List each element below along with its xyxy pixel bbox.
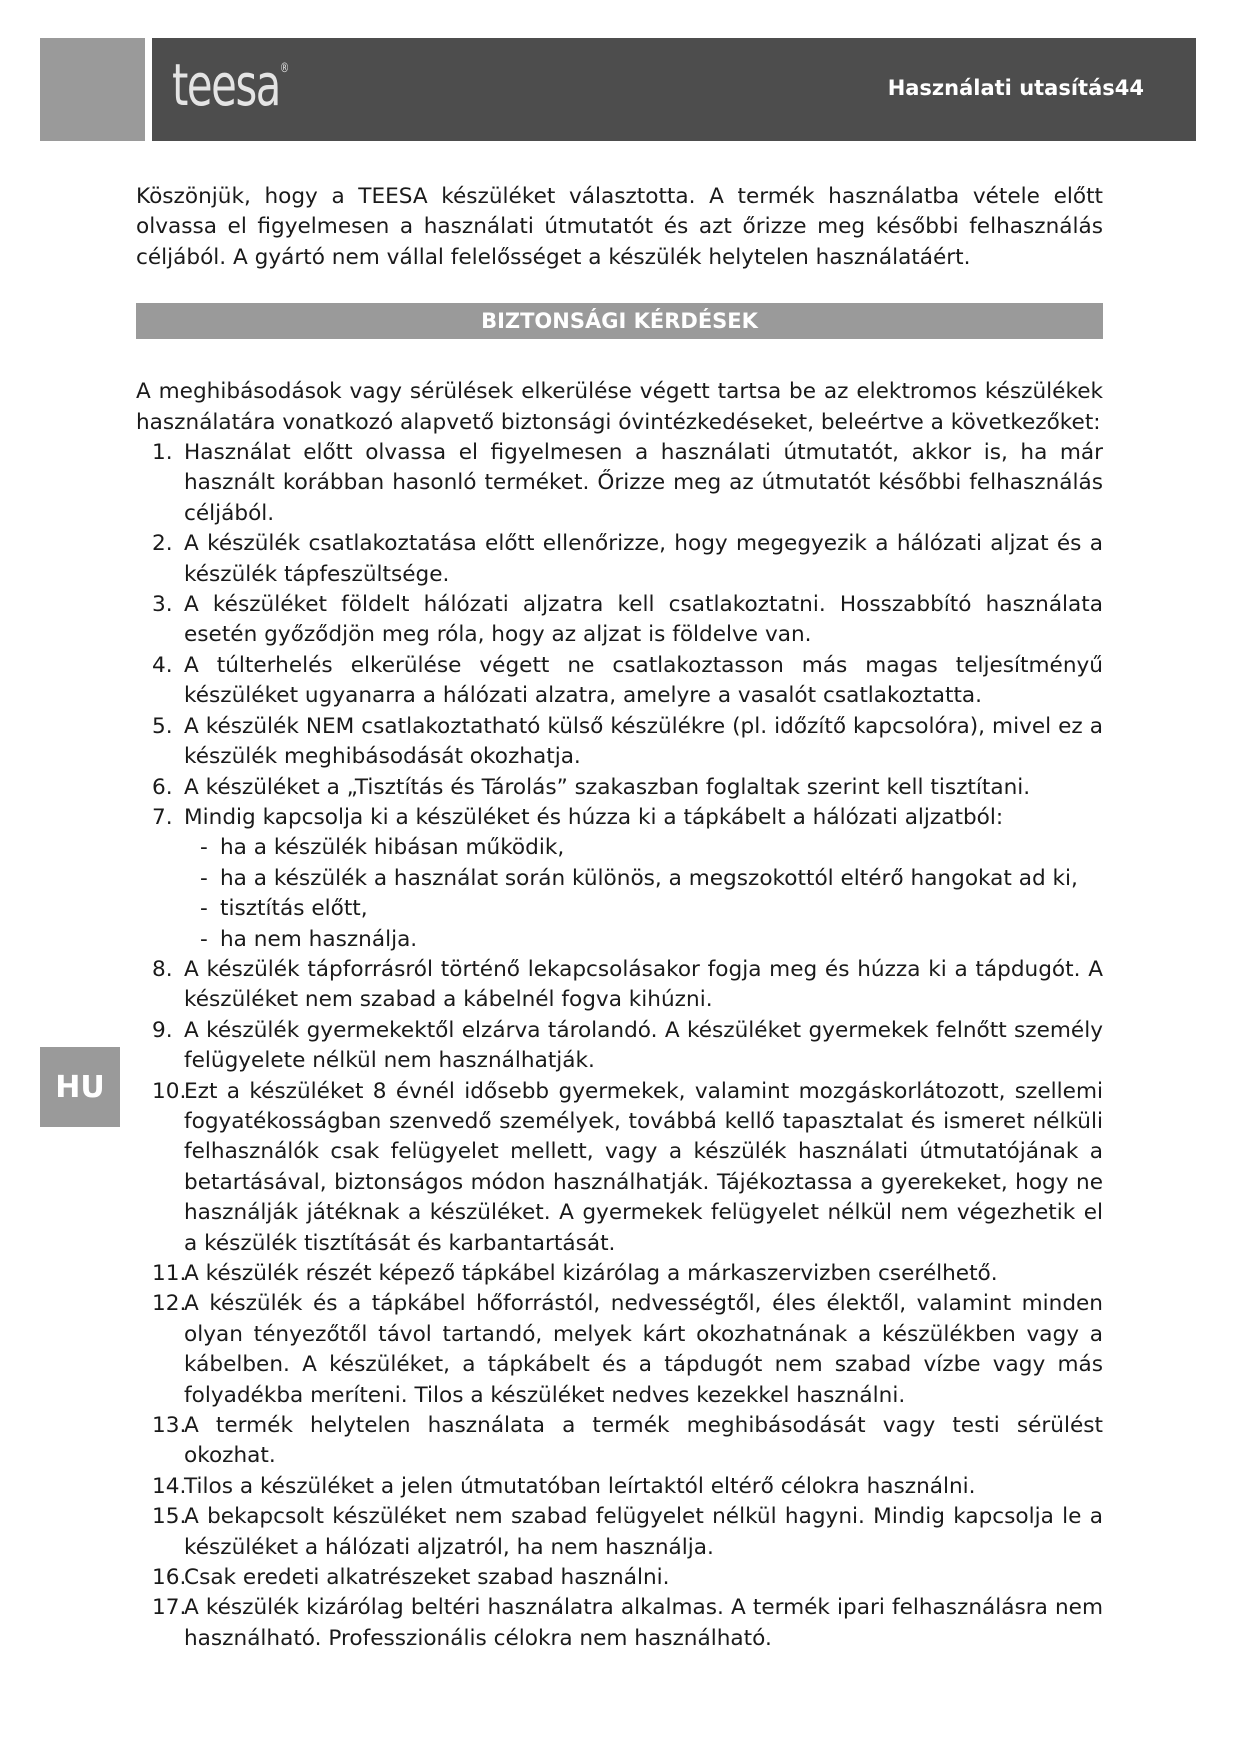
list-item-text: Csak eredeti alkatrészeket szabad használni.	[184, 1565, 670, 1591]
language-tab: HU	[40, 1047, 120, 1127]
list-item-text: A túlterhelés elkerülése végett ne csatlakoztasson más magas teljesítményű készüléket ugyanarra a hálózati alzatra, amelyre a vasalót csatlakoztatta.	[184, 652, 1103, 709]
list-item-text: A készülék kizárólag beltéri használatra alkalmas. A termék ipari felhasználásra nem használható. Professzionális célokra nem használható.	[184, 1595, 1103, 1651]
document-title	[888, 76, 1144, 100]
safety-list	[136, 438, 1103, 1654]
list-item-number: 14.	[152, 1473, 187, 1499]
sub-list	[184, 833, 1103, 955]
section-title: BIZTONSÁGI KÉRDÉSEK	[481, 309, 758, 334]
list-item-number: 3.	[152, 592, 173, 618]
safety-lead-paragraph: A meghibásodások vagy sérülések elkerülése végett tartsa be az elektromos készülékek használatára vonatkozó alapvető biztonsági óvintézkedéseket, beleértve a következőket:	[136, 379, 1103, 435]
list-item	[136, 1593, 1103, 1654]
list-item-number: 15.	[152, 1504, 187, 1530]
list-item-number: 7.	[152, 804, 173, 830]
list-item-number: 13.	[152, 1413, 187, 1439]
list-item-text: A készülék csatlakoztatása előtt ellenőrizze, hogy megegyezik a hálózati aljzat és a készülék tápfeszültsége.	[184, 531, 1103, 587]
list-item	[136, 438, 1103, 529]
list-item	[136, 1472, 1103, 1502]
list-item-text: A termék helytelen használata a termék meghibásodását vagy testi sérülést okozhat.	[184, 1413, 1103, 1469]
intro-paragraph: Köszönjük, hogy a TEESA készüléket választotta. A termék használatba vétele előtt olvassa el figyelmesen a használati útmutatót és azt őrizze meg későbbi felhasználás céljából. A gyártó nem vállal felelősséget a készülék helytelen használatáért.	[136, 184, 1103, 270]
list-item-number: 16.	[152, 1565, 187, 1591]
list-item	[136, 955, 1103, 1016]
list-item	[136, 773, 1103, 803]
list-item-text: A készülék NEM csatlakoztatható külső készülékre (pl. időzítő kapcsolóra), mivel ez a készülék meghibásodását okozhatja.	[184, 713, 1103, 770]
page-number: 44	[1114, 76, 1144, 100]
list-item-text: Használat előtt olvassa el figyelmesen a használati útmutatót, akkor is, ha már használt korábban hasonló terméket. Őrizze meg az útmutatót későbbi felhasználás céljából.	[184, 440, 1103, 526]
list-item-text: Tilos a készüléket a jelen útmutatóban leírtaktól eltérő célokra használni.	[184, 1473, 976, 1499]
list-item-number: 5.	[152, 713, 173, 739]
sub-list-item: - ha a készülék hibásan működik,	[200, 833, 1103, 863]
header-gray-block	[40, 38, 145, 141]
list-item-number: 2.	[152, 531, 173, 557]
list-item-number: 11.	[152, 1261, 187, 1286]
list-item-number: 1.	[152, 440, 173, 466]
list-item	[136, 803, 1103, 955]
list-item-number: 12.	[152, 1291, 187, 1317]
list-item-text: Ezt a készüléket 8 évnél idősebb gyermekek, valamint mozgáskorlátozott, szellemi fogyatékosságban szenvedő személyek, továbbá kellő tapasztalat és ismeret nélküli felhasználók csak felügyelet mellett, vagy a készülék használati útmutatójának a betartásával, biztonságos módon használhatják. Tájékoztassa a gyerekeket, hogy ne használják játéknak a készüléket. A gyermekek felügyelet nélkül nem végezhetik el a készülék tisztítását és karbantartását.	[184, 1078, 1103, 1256]
list-item	[136, 1563, 1103, 1593]
list-item-text: A készülék tápforrásról történő lekapcsolásakor fogja meg és húzza ki a tápdugót. A készüléket nem szabad a kábelnél fogva kihúzni.	[184, 956, 1103, 1013]
list-item	[136, 651, 1103, 712]
brand-logo: teesa®	[172, 51, 290, 119]
document-title-text: Használati utasítás	[887, 76, 1115, 100]
list-item-text: A készülék gyermekektől elzárva tárolandó. A készüléket gyermekek felnőtt személy felügyelete nélkül nem használhatják.	[184, 1017, 1103, 1074]
list-item-text: Mindig kapcsolja ki a készüléket és húzza ki a tápkábelt a hálózati aljzatból:	[184, 804, 1004, 830]
list-item	[136, 590, 1103, 651]
sub-list-item: - tisztítás előtt,	[200, 894, 1103, 924]
list-item	[136, 529, 1103, 590]
sub-list-item: - ha a készülék a használat során különös, a megszokottól eltérő hangokat ad ki,	[200, 864, 1103, 894]
list-item-number: 9.	[152, 1017, 173, 1043]
list-item	[136, 1259, 1103, 1289]
list-item	[136, 1016, 1103, 1077]
header-bar	[152, 38, 1196, 141]
sub-list-item: - ha nem használja.	[200, 925, 1103, 955]
list-item-text: A készüléket a „Tisztítás és Tárolás” szakaszban foglaltak szerint kell tisztítani.	[184, 774, 1031, 800]
list-item-text: A bekapcsolt készüléket nem szabad felügyelet nélkül hagyni. Mindig kapcsolja le a készüléket a hálózati aljzatról, ha nem használja.	[184, 1504, 1103, 1560]
list-item	[136, 1289, 1103, 1411]
list-item	[136, 1077, 1103, 1259]
list-item-text: A készülék részét képező tápkábel kizárólag a márkaszervizben cserélhető.	[184, 1261, 998, 1286]
list-item	[136, 712, 1103, 773]
list-item-number: 4.	[152, 652, 173, 678]
section-title-bar	[136, 303, 1103, 339]
list-item-number: 10.	[152, 1078, 187, 1104]
list-item-text: A készüléket földelt hálózati aljzatra kell csatlakoztatni. Hosszabbító használata esetén győződjön meg róla, hogy az aljzat is földelve van.	[184, 592, 1103, 648]
page-content	[136, 182, 1103, 1654]
list-item	[136, 1502, 1103, 1563]
list-item-number: 6.	[152, 774, 173, 800]
list-item	[136, 1411, 1103, 1472]
list-item-text: A készülék és a tápkábel hőforrástól, nedvességtől, éles élektől, valamint minden olyan tényezőtől távol tartandó, melyek kárt okozhatnának a készülékben vagy a kábelben. A készüléket, a tápkábelt és a tápdugót nem szabad vízbe vagy más folyadékba meríteni. Tilos a készüléket nedves kezekkel használni.	[184, 1291, 1103, 1408]
list-item-number: 17.	[152, 1595, 187, 1621]
list-item-number: 8.	[152, 956, 173, 982]
